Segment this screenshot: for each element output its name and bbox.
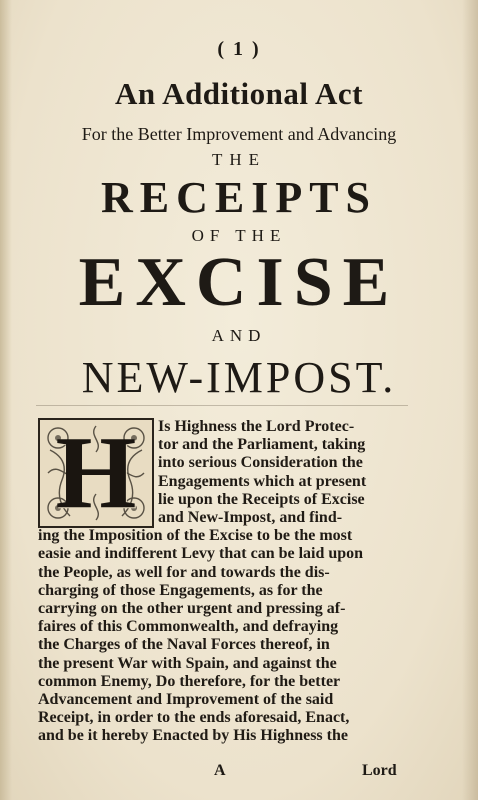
catchword: Lord [362,762,397,779]
body-line: tor and the Parliament, taking [158,436,366,454]
body-line: Engagements which at present [158,472,367,490]
title-line-1: An Additional Act [115,76,363,111]
title-line-8: NEW-IMPOST. [81,353,397,402]
title-line-7: AND [211,326,267,345]
title-line-6: EXCISE [78,244,400,321]
body-line: into serious Consideration the [158,454,363,472]
signature-mark: A [214,762,226,779]
body-line: the People, as well for and towards the dis- [38,563,330,581]
body-line: common Enemy, Do therefore, for the better [38,672,341,690]
body-line: faires of this Commonwealth, and defraying [38,618,339,636]
title-line-3: THE [211,150,267,169]
title-line-4: RECEIPTS [100,173,378,222]
body-line: ing the Imposition of the Excise to be the most [38,527,353,545]
title-line-5: OF THE [191,226,287,245]
title-line-2: For the Better Improvement and Advancing [81,124,397,144]
body-line: and be it hereby Enacted by His Highness the [38,727,348,745]
body-line: the present War with Spain, and against the [38,654,337,672]
body-line: Receipt, in order to the ends aforesaid, Enact, [38,709,350,727]
body-line: and New-Impost, and find- [158,509,343,526]
body-line: Advancement and Improvement of the said [38,691,334,708]
body-line: the Charges of the Naval Forces thereof, in [38,636,330,654]
body-line: easie and indifferent Levy that can be laid upon [38,545,364,563]
decorated-initial [38,418,154,528]
body-line: Is Highness the Lord Protec- [158,418,355,435]
page-number: ( 1 ) [217,38,261,60]
body-line: lie upon the Receipts of Excise [158,490,365,508]
body-line: charging of those Engagements, as for the [38,581,323,599]
body-line: carrying on the other urgent and pressing af- [38,600,346,617]
title-divider [36,405,408,406]
initial-letter: H [55,418,137,528]
